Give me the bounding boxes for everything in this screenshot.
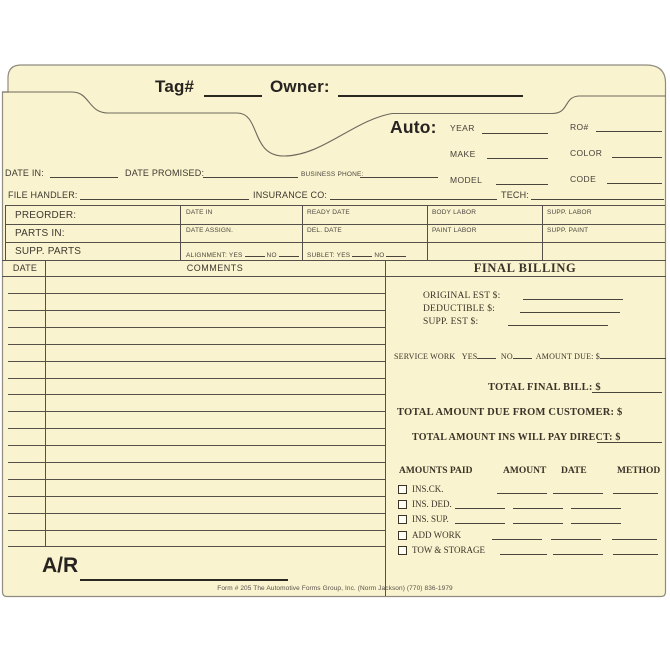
alignment-yes-line[interactable]: [245, 248, 265, 257]
comment-line[interactable]: [8, 293, 385, 294]
date-in-input-line[interactable]: [50, 167, 118, 178]
alignment-no-label: NO: [266, 252, 277, 259]
date-promised-label: DATE PROMISED:: [125, 168, 205, 178]
add-work-amount-line[interactable]: [492, 530, 542, 540]
service-yes-line[interactable]: [477, 350, 496, 359]
service-no-label: NO: [500, 352, 513, 361]
year-input-line[interactable]: [482, 123, 548, 134]
amounts-paid-header: AMOUNTS PAID: [399, 466, 473, 476]
code-input-line[interactable]: [607, 173, 662, 184]
ins-ded-label: INS. DED.: [412, 499, 452, 509]
file-handler-label: FILE HANDLER:: [8, 190, 78, 200]
service-work-row: [394, 350, 666, 361]
table-row-line-1: [5, 224, 665, 225]
supp-est-label: SUPP. EST $:: [423, 317, 479, 327]
tow-storage-label: TOW & STORAGE: [412, 545, 486, 555]
tow-storage-amount-line[interactable]: [500, 545, 547, 555]
comments-column-header: COMMENTS: [186, 263, 244, 273]
code-label: CODE: [570, 174, 597, 184]
supp-est-input-line[interactable]: [508, 315, 608, 326]
comment-line[interactable]: [8, 378, 385, 379]
supp-paint-cell-label: SUPP. PAINT: [547, 227, 589, 234]
model-label: MODEL: [450, 175, 483, 185]
ins-sup-date-line[interactable]: [513, 514, 563, 524]
log-header-underline: [2, 276, 666, 277]
comment-line[interactable]: [8, 344, 385, 345]
ro-input-line[interactable]: [596, 121, 662, 132]
parts-in-row-label: PARTS IN:: [15, 228, 65, 239]
comment-line[interactable]: [8, 530, 385, 531]
color-input-line[interactable]: [612, 147, 662, 158]
file-handler-input-line[interactable]: [80, 189, 249, 200]
ins-sup-amount-line[interactable]: [455, 514, 505, 524]
table-col-line-3: [427, 205, 428, 260]
insurance-co-label: INSURANCE CO:: [253, 190, 328, 200]
sublet-no-line[interactable]: [386, 248, 406, 257]
ins-ded-date-line[interactable]: [513, 499, 563, 509]
sublet-yes-line[interactable]: [352, 248, 372, 257]
ins-ck-date-line[interactable]: [553, 484, 603, 494]
date-column-divider: [45, 260, 46, 547]
tow-storage-date-line[interactable]: [553, 545, 603, 555]
alignment-cell: [186, 248, 299, 259]
comment-line[interactable]: [8, 361, 385, 362]
tech-input-line[interactable]: [531, 189, 664, 200]
original-est-label: ORIGINAL EST $:: [423, 291, 501, 301]
add-work-label: ADD WORK: [412, 530, 462, 540]
supp-labor-cell-label: SUPP. LABOR: [547, 209, 592, 216]
alignment-no-line[interactable]: [279, 248, 299, 257]
comment-line[interactable]: [8, 479, 385, 480]
total-final-bill-input-line[interactable]: [592, 381, 662, 393]
date-header: DATE: [561, 466, 587, 476]
preorder-row-label: PREORDER:: [15, 210, 77, 221]
service-work-label: SERVICE WORK: [394, 352, 456, 361]
table-col-line-4: [542, 205, 543, 260]
owner-label: Owner:: [270, 77, 330, 96]
date-assign-cell-label: DATE ASSIGN.: [186, 227, 234, 234]
comment-line[interactable]: [8, 428, 385, 429]
add-work-method-line[interactable]: [612, 530, 657, 540]
ar-input-line[interactable]: [80, 553, 288, 581]
sublet-yes-label: YES: [336, 252, 351, 259]
comment-line[interactable]: [8, 496, 385, 497]
amount-due-line[interactable]: [600, 350, 666, 359]
deductible-input-line[interactable]: [520, 302, 620, 313]
ready-date-cell-label: READY DATE: [307, 209, 350, 216]
amount-header: AMOUNT: [503, 466, 547, 476]
ins-sup-label: INS. SUP.: [412, 514, 449, 524]
ro-label: RO#: [570, 122, 589, 132]
total-ins-direct-input-line[interactable]: [597, 431, 662, 443]
comment-line[interactable]: [8, 513, 385, 514]
original-est-input-line[interactable]: [523, 289, 623, 300]
table-border-left: [5, 205, 6, 260]
table-col-line-2: [302, 205, 303, 260]
table-col-line-1: [180, 205, 181, 260]
owner-input-line[interactable]: [338, 74, 523, 97]
billing-panel-divider: [385, 260, 386, 596]
date-column-header: DATE: [12, 263, 38, 273]
tag-input-line[interactable]: [204, 74, 262, 97]
sublet-label: SUBLET:: [307, 252, 335, 259]
make-label: MAKE: [450, 149, 476, 159]
auto-heading: Auto:: [390, 117, 437, 137]
amount-due-label: AMOUNT DUE: $: [535, 352, 601, 361]
tow-storage-method-line[interactable]: [613, 545, 658, 555]
comment-line[interactable]: [8, 445, 385, 446]
comment-line[interactable]: [8, 462, 385, 463]
business-phone-input-line[interactable]: [360, 167, 438, 178]
ins-ck-amount-line[interactable]: [497, 484, 547, 494]
del-date-cell-label: DEL. DATE: [307, 227, 342, 234]
ins-ded-checkbox[interactable]: [398, 500, 407, 509]
comment-line[interactable]: [8, 411, 385, 412]
ins-ded-method-line[interactable]: [571, 499, 621, 509]
business-phone-label: BUSINESS PHONE:: [301, 171, 364, 178]
comment-line[interactable]: [8, 546, 385, 547]
tech-label: TECH:: [501, 190, 529, 200]
body-labor-cell-label: BODY LABOR: [432, 209, 477, 216]
date-in-cell-label: DATE IN: [186, 209, 213, 216]
year-label: YEAR: [450, 123, 475, 133]
comment-line[interactable]: [8, 327, 385, 328]
model-input-line[interactable]: [496, 174, 548, 185]
ins-sup-method-line[interactable]: [571, 514, 621, 524]
form-footer: Form # 205 The Automotive Forms Group, Inc. (Norm Jackson) (770) 836-1979: [217, 585, 453, 592]
table-row-line-2: [5, 242, 665, 243]
date-promised-input-line[interactable]: [203, 167, 298, 178]
service-yes-label: YES: [461, 352, 478, 361]
method-header: METHOD: [617, 466, 661, 476]
supp-parts-row-label: SUPP. PARTS: [15, 246, 82, 257]
ins-sup-checkbox[interactable]: [398, 515, 407, 524]
final-billing-title: FINAL BILLING: [473, 261, 577, 275]
tow-storage-checkbox[interactable]: [398, 546, 407, 555]
total-due-customer-label: TOTAL AMOUNT DUE FROM CUSTOMER: $: [397, 407, 623, 418]
service-no-line[interactable]: [513, 350, 532, 359]
sublet-cell: [307, 248, 406, 259]
comment-line[interactable]: [8, 394, 385, 395]
ins-ck-label: INS.CK.: [412, 484, 444, 494]
tag-label: Tag#: [155, 77, 195, 96]
alignment-label: ALIGNMENT:: [186, 252, 228, 259]
comment-line[interactable]: [8, 310, 385, 311]
total-ins-direct-label: TOTAL AMOUNT INS WILL PAY DIRECT: $: [412, 432, 621, 443]
add-work-date-line[interactable]: [551, 530, 601, 540]
table-border-top: [5, 205, 665, 206]
make-input-line[interactable]: [487, 148, 548, 159]
date-in-label: DATE IN:: [5, 168, 44, 178]
color-label: COLOR: [570, 148, 603, 158]
add-work-checkbox[interactable]: [398, 531, 407, 540]
deductible-label: DEDUCTIBLE $:: [423, 304, 495, 314]
total-final-bill-label: TOTAL FINAL BILL: $: [488, 382, 601, 393]
ar-label: A/R: [42, 554, 79, 577]
paint-labor-cell-label: PAINT LABOR: [432, 227, 477, 234]
ins-ck-checkbox[interactable]: [398, 485, 407, 494]
sublet-no-label: NO: [374, 252, 385, 259]
alignment-yes-label: YES: [228, 252, 243, 259]
folder-silhouette: [3, 65, 666, 597]
ins-ded-amount-line[interactable]: [455, 499, 505, 509]
insurance-co-input-line[interactable]: [330, 189, 497, 200]
ins-ck-method-line[interactable]: [613, 484, 658, 494]
